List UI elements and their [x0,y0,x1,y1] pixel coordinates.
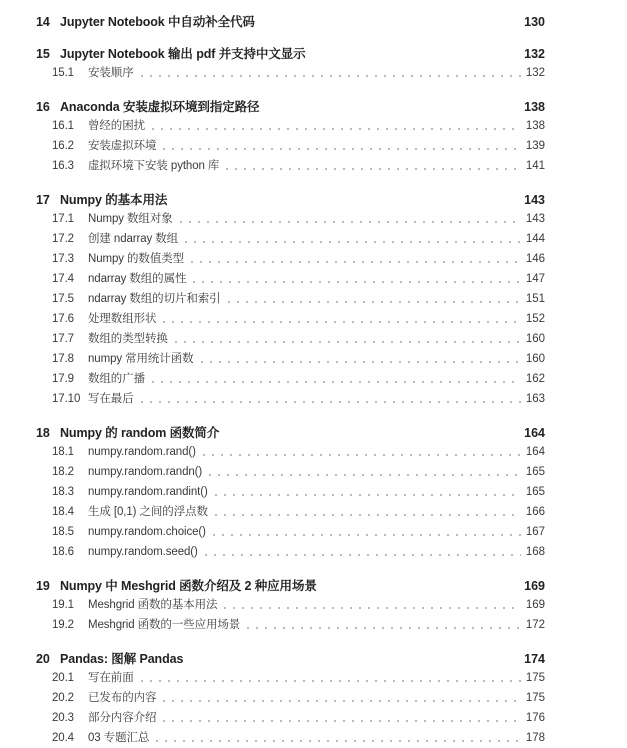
chapter-page-number: 132 [524,47,545,61]
section-number: 17.7 [52,333,74,345]
section-page-number: 172 [525,619,545,631]
toc-chapter-row[interactable] [0,12,627,30]
chapter-title: Numpy 的基本用法 [60,193,168,207]
chapter-number: 20 [36,652,50,666]
dot-leader [141,68,521,79]
section-page-number: 176 [525,712,545,724]
chapter-number: 18 [36,426,50,440]
section-title: 虚拟环境下安装 python 库 [88,160,220,172]
toc-section-row[interactable] [0,443,627,462]
section-title: numpy.random.randn() [88,466,203,478]
dot-leader [226,161,520,172]
toc-section-row[interactable] [0,463,627,482]
section-page-number: 166 [525,506,545,518]
dot-leader [209,467,521,478]
toc-section-row[interactable] [0,503,627,522]
section-number: 16.3 [52,160,74,172]
chapter-title: Numpy 中 Meshgrid 函数介绍及 2 种应用场景 [60,579,317,593]
dot-leader [203,447,521,458]
chapter-title: Anaconda 安装虚拟环境到指定路径 [60,100,260,114]
chapter-number: 15 [36,47,50,61]
section-title: Numpy 的数值类型 [88,253,185,265]
toc-section-row[interactable] [0,64,627,83]
section-number: 18.6 [52,546,74,558]
chapter-number: 16 [36,100,50,114]
section-page-number: 162 [525,373,545,385]
toc-section-row[interactable] [0,290,627,309]
section-page-number: 132 [525,67,545,79]
section-title: 部分内容介绍 [88,712,157,724]
section-number: 17.9 [52,373,74,385]
section-page-number: 144 [525,233,545,245]
dot-leader [213,527,521,538]
section-title: 数组的广播 [88,373,145,385]
toc-section-row[interactable] [0,616,627,635]
section-number: 18.5 [52,526,74,538]
chapter-number: 19 [36,579,50,593]
section-title: ndarray 数组的属性 [88,273,187,285]
toc-section-row[interactable] [0,370,627,389]
toc-section-row[interactable] [0,729,627,748]
section-page-number: 146 [525,253,545,265]
chapter-page-number: 143 [524,193,545,207]
section-page-number: 175 [525,692,545,704]
section-title: 写在前面 [88,672,134,684]
dot-leader [152,121,521,132]
section-page-number: 160 [525,333,545,345]
section-number: 16.1 [52,120,74,132]
chapter-title: Numpy 的 random 函数简介 [60,426,220,440]
section-title: numpy 常用统计函数 [88,353,194,365]
section-number: 17.3 [52,253,74,265]
dot-leader [215,487,521,498]
section-number: 17.5 [52,293,74,305]
chapter-page-number: 164 [524,426,545,440]
section-page-number: 169 [525,599,545,611]
chapter-title: Jupyter Notebook 中自动补全代码 [60,15,255,29]
section-title: 已发布的内容 [88,692,157,704]
chapter-title: Pandas: 图解 Pandas [60,652,184,666]
section-title: 安装虚拟环境 [88,140,157,152]
toc-section-row[interactable] [0,350,627,369]
dot-leader [141,673,521,684]
dot-leader [201,354,521,365]
section-page-number: 165 [525,466,545,478]
section-page-number: 152 [525,313,545,325]
section-page-number: 165 [525,486,545,498]
section-title: numpy.random.rand() [88,446,196,458]
toc-chapter-row[interactable] [0,423,627,441]
section-page-number: 160 [525,353,545,365]
section-title: 创建 ndarray 数组 [88,233,179,245]
toc-section-row[interactable] [0,543,627,562]
dot-leader [156,733,521,744]
toc-section-row[interactable] [0,596,627,615]
chapter-number: 14 [36,15,50,29]
section-page-number: 143 [525,213,545,225]
dot-leader [163,713,520,724]
toc-section-row[interactable] [0,390,627,409]
section-number: 20.1 [52,672,74,684]
toc-section-row[interactable] [0,330,627,349]
section-page-number: 163 [525,393,545,405]
toc-chapter-row[interactable] [0,576,627,594]
section-page-number: 178 [525,732,545,744]
dot-leader [141,394,521,405]
chapter-number: 17 [36,193,50,207]
section-page-number: 164 [525,446,545,458]
section-number: 18.2 [52,466,74,478]
chapter-page-number: 174 [524,652,545,666]
section-number: 16.2 [52,140,74,152]
toc-chapter-row[interactable] [0,649,627,667]
toc-chapter-row[interactable] [0,190,627,208]
dot-leader [163,693,520,704]
section-page-number: 167 [525,526,545,538]
section-number: 17.10 [52,393,81,405]
section-number: 18.1 [52,446,74,458]
section-title: Meshgrid 函数的一些应用场景 [88,619,241,631]
dot-leader [163,141,520,152]
section-title: 写在最后 [88,393,134,405]
section-page-number: 138 [525,120,545,132]
section-number: 18.4 [52,506,74,518]
chapter-title: Jupyter Notebook 输出 pdf 并支持中文显示 [60,47,306,61]
section-title: 数组的类型转换 [88,333,168,345]
dot-leader [185,234,521,245]
section-number: 20.3 [52,712,74,724]
toc-section-row[interactable] [0,157,627,176]
toc-section-row[interactable] [0,117,627,136]
toc-section-row[interactable] [0,250,627,269]
dot-leader [224,600,520,611]
section-title: 安装顺序 [88,67,134,79]
toc-section-row[interactable] [0,310,627,329]
section-title: Numpy 数组对象 [88,213,173,225]
toc-section-row[interactable] [0,523,627,542]
section-number: 19.1 [52,599,74,611]
section-number: 17.4 [52,273,74,285]
chapter-page-number: 138 [524,100,545,114]
dot-leader [152,374,521,385]
section-title: 生成 [0,1) 之间的浮点数 [88,506,208,518]
toc-chapter-row[interactable] [0,97,627,115]
section-number: 19.2 [52,619,74,631]
section-number: 20.2 [52,692,74,704]
toc-section-row[interactable] [0,210,627,229]
dot-leader [215,507,521,518]
toc-section-row[interactable] [0,689,627,708]
chapter-page-number: 130 [524,15,545,29]
section-page-number: 168 [525,546,545,558]
dot-leader [163,314,520,325]
toc-chapter-row[interactable] [0,44,627,62]
section-number: 17.2 [52,233,74,245]
section-number: 15.1 [52,67,74,79]
toc-section-row[interactable] [0,137,627,156]
section-page-number: 147 [525,273,545,285]
dot-leader [180,214,521,225]
dot-leader [193,274,520,285]
section-number: 17.6 [52,313,74,325]
section-number: 20.4 [52,732,74,744]
section-title: 曾经的困扰 [88,120,145,132]
section-page-number: 175 [525,672,545,684]
section-number: 18.3 [52,486,74,498]
dot-leader [228,294,521,305]
section-number: 17.8 [52,353,74,365]
dot-leader [247,620,521,631]
section-title: numpy.random.randint() [88,486,208,498]
toc-section-row[interactable] [0,483,627,502]
toc-section-row[interactable] [0,270,627,289]
toc-section-row[interactable] [0,709,627,728]
section-title: 03 专题汇总 [88,732,150,744]
chapter-page-number: 169 [524,579,545,593]
dot-leader [205,547,521,558]
toc-section-row[interactable] [0,230,627,249]
section-page-number: 139 [525,140,545,152]
section-number: 17.1 [52,213,74,225]
section-title: numpy.random.seed() [88,546,198,558]
section-page-number: 151 [525,293,545,305]
section-page-number: 141 [525,160,545,172]
dot-leader [191,254,521,265]
section-title: 处理数组形状 [88,313,157,325]
section-title: ndarray 数组的切片和索引 [88,293,221,305]
toc-section-row[interactable] [0,669,627,688]
section-title: numpy.random.choice() [88,526,206,538]
dot-leader [175,334,521,345]
section-title: Meshgrid 函数的基本用法 [88,599,218,611]
